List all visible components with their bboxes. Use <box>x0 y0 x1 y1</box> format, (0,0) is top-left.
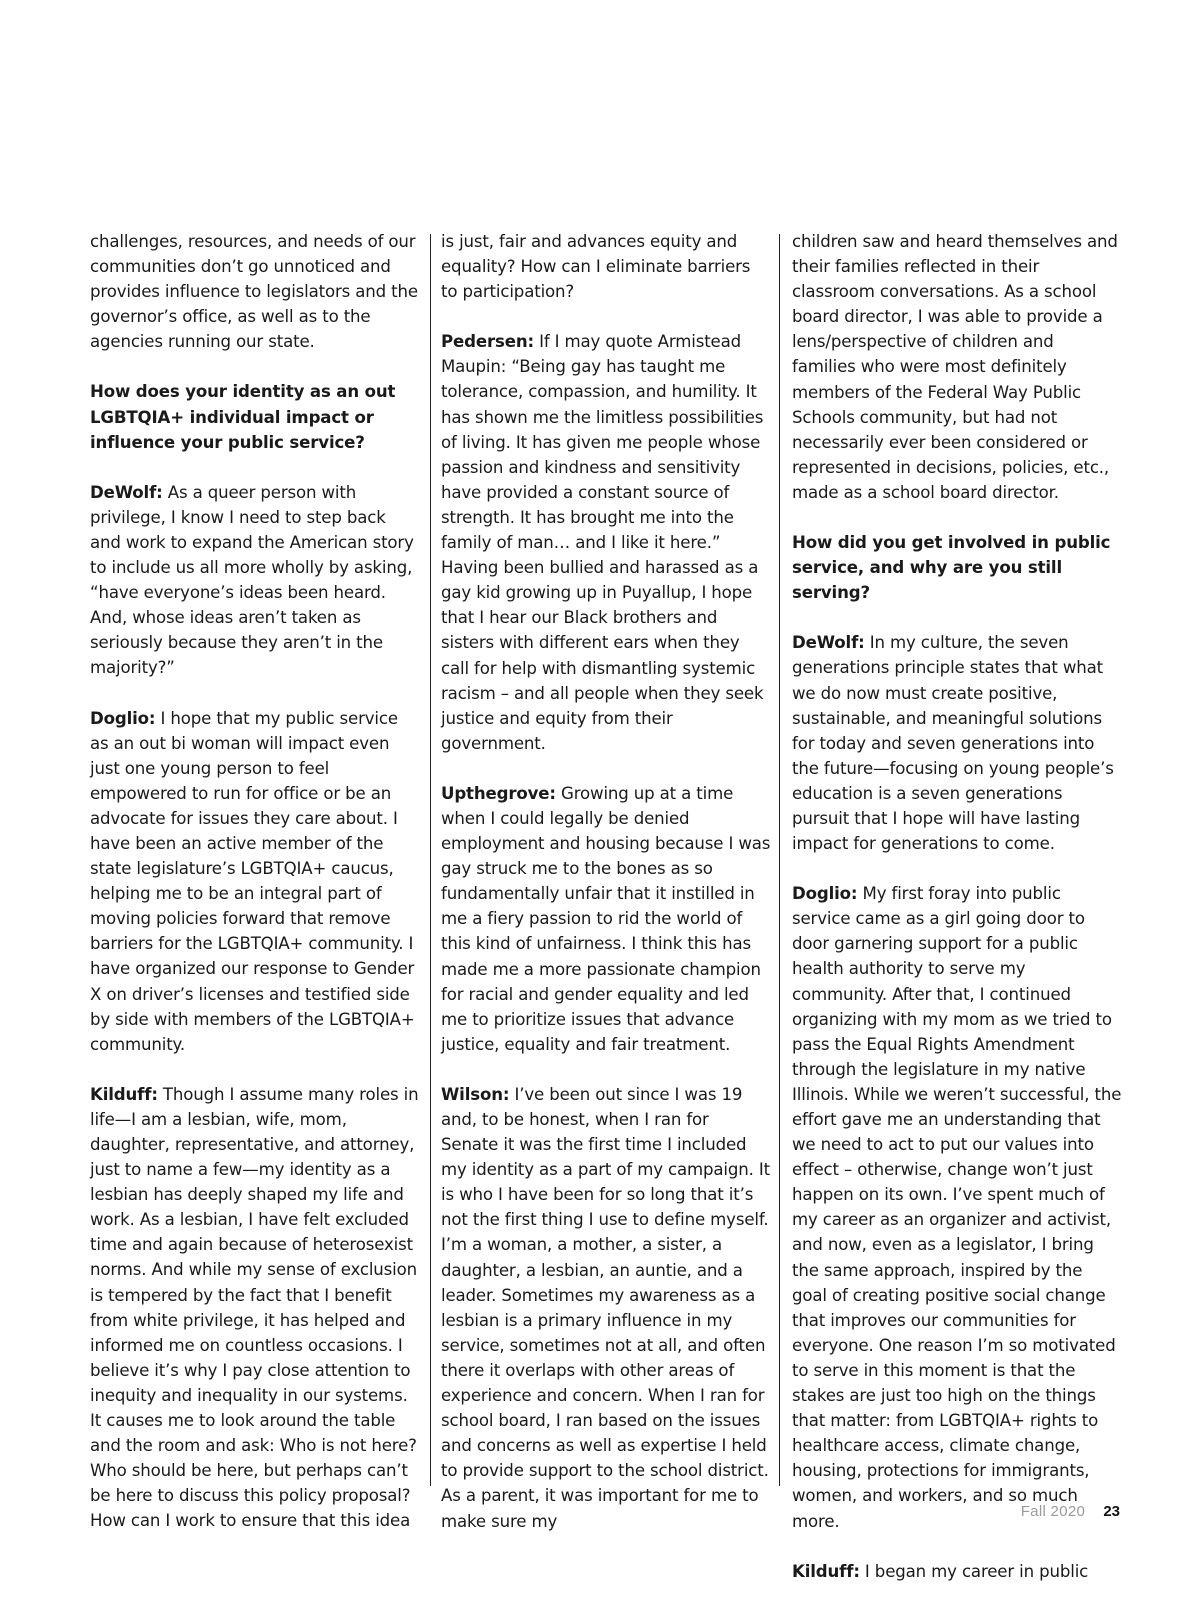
speaker-name: DeWolf: <box>792 633 865 653</box>
answer-kilduff <box>90 1082 420 1534</box>
answer-doglio <box>90 706 420 1057</box>
speaker-name: Wilson: <box>441 1084 510 1104</box>
answer-text: I began my career in public <box>859 1561 1089 1581</box>
answer-text: In my culture, the seven generations principle states that what we do now must create positive, sustainable, and meaningful solutions for today and seven generations into the future—focusing on young people’s education is a seven generations pursuit that I hope will have lasting impact for generations to come. <box>792 633 1114 854</box>
answer-text: As a queer person with privilege, I know I need to step back and work to expand the American story to include us all more wholly by asking, “have everyone’s ideas been heard. And, whose ideas aren’t taken as seriously because they aren’t in the majority?” <box>90 482 414 678</box>
answer-text: My first foray into public service came as a girl going door to door garnering support for a public health authority to serve my community. After that, I continued organizing with my mom as we tried to pass the Equal Rights Amendment through the legislature in my native Illinois. While we weren’t successful, the effort gave me an understanding that we need to act to put our values into effect – otherwise, change won’t just happen on its own. I’ve spent much of my career as an organizer and activist, and now, even as a legislator, I bring the same approach, inspired by the goal of creating positive social change that improves our communities for everyone. One reason I’m so motivated to serve in this moment is that the stakes are just too high on the things that matter: from LGBTQIA+ rights to healthcare access, climate change, housing, protections for immigrants, women, and workers, and so much more. <box>792 884 1122 1531</box>
speaker-name: Kilduff: <box>90 1084 158 1104</box>
speaker-name: Pedersen: <box>441 332 534 352</box>
interview-question: How did you get involved in public service, and why are you still serving? <box>792 533 1111 603</box>
answer-pedersen <box>441 329 771 756</box>
paragraph: children saw and heard themselves and their families reflected in their classroom conversations. As a school board director, I was able to provide a lens/perspective of children and families who were most definitely members of the Federal Way Public Schools community, but had not necessarily ever been considered or represented in decisions, policies, etc., made as a school board director. <box>792 232 1118 502</box>
paragraph: challenges, resources, and needs of our communities don’t go unnoticed and provides influence to legislators and the governor’s office, as well as to the agencies running our state. <box>90 232 418 352</box>
answer-text: I hope that my public service as an out bi woman will impact even just one young person to feel empowered to run for office or be an advocate for issues they care about. I have been an active member of the state legislature’s LGBTQIA+ caucus, helping me to be an integral part of moving policies forward that remove barriers for the LGBTQIA+ community. I have organized our response to Gender X on driver’s licenses and testified side by side with members of the LGBTQIA+ community. <box>90 708 415 1054</box>
answer-wilson <box>441 1082 771 1534</box>
speaker-name: DeWolf: <box>90 482 163 502</box>
answer-dewolf <box>792 630 1122 856</box>
answer-dewolf <box>90 480 420 681</box>
speaker-name: Kilduff: <box>792 1561 860 1581</box>
answer-doglio <box>792 881 1122 1533</box>
answer-kilduff <box>792 1559 1122 1584</box>
article-column-3 <box>792 229 1122 1609</box>
page-footer <box>1021 1503 1120 1520</box>
answer-upthegrove <box>441 781 771 1057</box>
article-column-2 <box>441 229 771 1559</box>
paragraph: is just, fair and advances equity and equality? How can I eliminate barriers to participation? <box>441 232 751 302</box>
speaker-name: Doglio: <box>90 708 156 728</box>
column-divider <box>430 234 431 1486</box>
answer-text: If I may quote Armistead Maupin: “Being gay has taught me tolerance, compassion, and humility. It has shown me the limitless possibilities of living. It has given me people whose passion and kindness and sensitivity have provided a constant source of strength. It has brought me into the family of man… and I like it here.” Having been bullied and harassed as a gay kid growing up in Puyallup, I hope that I hear our Black brothers and sisters with different ears when they call for help with dismantling systemic racism – and all people when they seek justice and equity from their government. <box>441 332 764 753</box>
answer-text: Growing up at a time when I could legally be denied employment and housing because I was gay struck me to the bones as so fundamentally unfair that it instilled in me a fiery passion to rid the world of this kind of unfairness. I think this has made me a more passionate champion for racial and gender equality and led me to prioritize issues that advance justice, equality and fair treatment. <box>441 783 771 1054</box>
answer-text: Though I assume many roles in life—I am a lesbian, wife, mom, daughter, representative, and attorney, just to name a few—my identity as a lesbian has deeply shaped my life and work. As a lesbian, I have felt excluded time and again because of heterosexist norms. And while my sense of exclusion is tempered by the fact that I benefit from white privilege, it has helped and informed me on countless occasions. I believe it’s why I pay close attention to inequity and inequality in our systems. It causes me to look around the table and the room and ask: Who is not here? Who should be here, but perhaps can’t be here to discuss this policy proposal? How can I work to ensure that this idea <box>90 1084 419 1531</box>
answer-text: I’ve been out since I was 19 and, to be honest, when I ran for Senate it was the first time I included my identity as a part of my campaign. It is who I have been for so long that it’s not the first thing I use to define myself. I’m a woman, a mother, a sister, a daughter, a lesbian, an auntie, and a leader. Sometimes my awareness as a lesbian is a primary influence in my service, sometimes not at all, and often there it overlaps with other areas of experience and concern. When I ran for school board, I ran based on the issues and concerns as well as expertise I held to provide support to the school district. As a parent, it was important for me to make sure my <box>441 1084 770 1531</box>
speaker-name: Doglio: <box>792 884 858 904</box>
page-number: 23 <box>1103 1503 1120 1520</box>
article-column-1 <box>90 229 420 1559</box>
issue-label: Fall 2020 <box>1020 1503 1086 1520</box>
column-divider <box>779 234 780 1486</box>
speaker-name: Upthegrove: <box>441 783 556 803</box>
interview-question: How does your identity as an out LGBTQIA+ individual impact or influence your public service? <box>90 382 396 452</box>
